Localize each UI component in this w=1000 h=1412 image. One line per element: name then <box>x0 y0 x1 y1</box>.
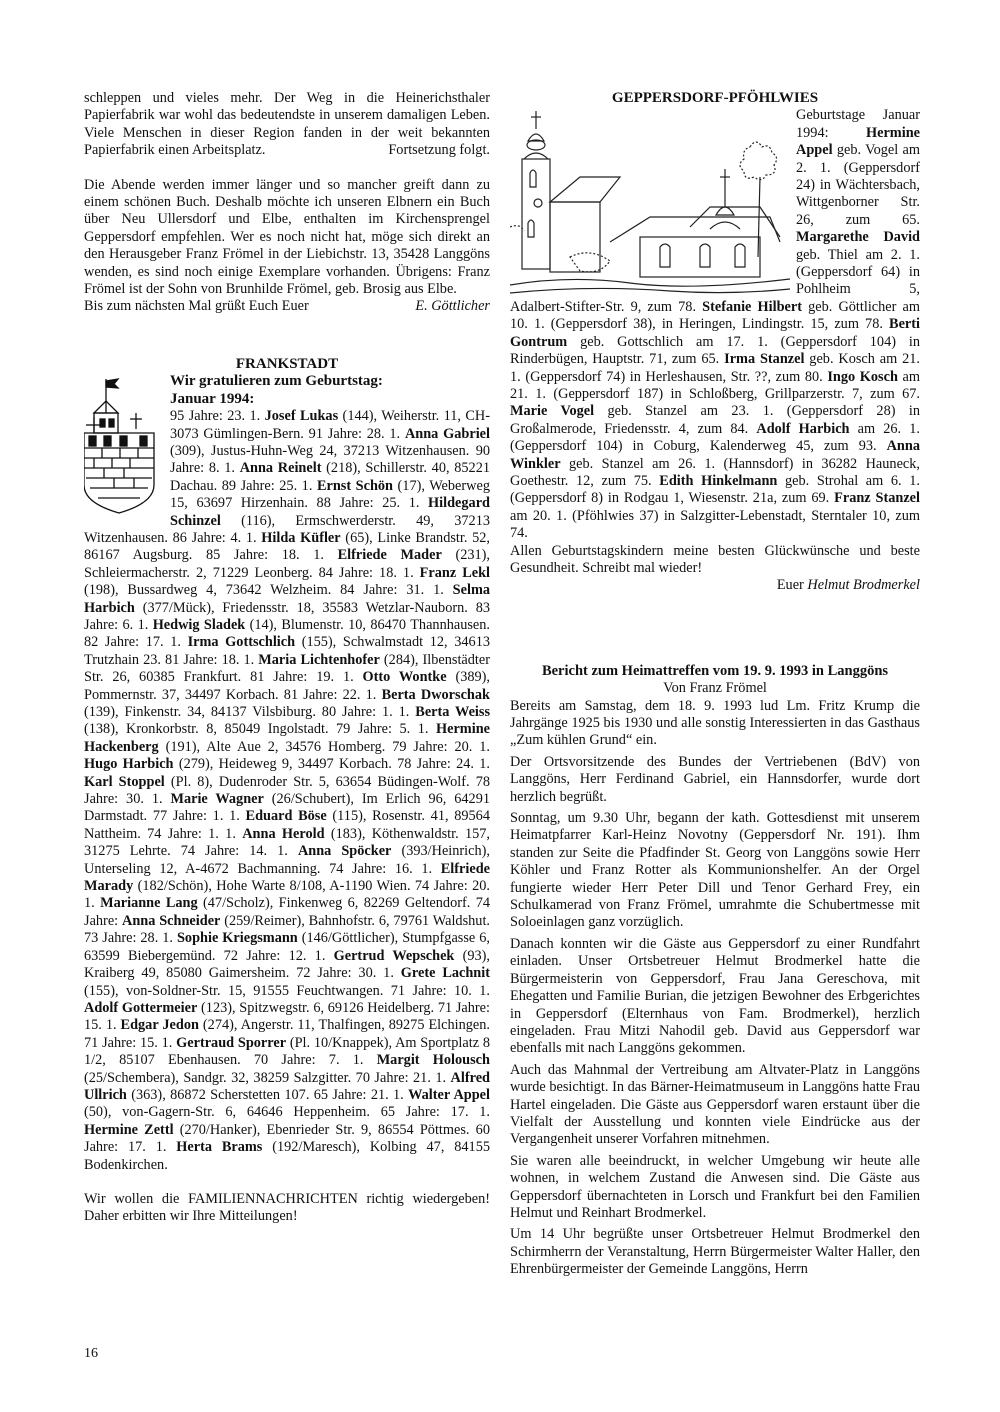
page-number: 16 <box>84 1346 98 1361</box>
left-column <box>84 90 490 1226</box>
text-run: (17), Weberweg 15, 63697 Hirzenhain. 88 Jahre: 25. 1. <box>170 477 490 512</box>
text-run: geb. Strohal am 6. 1. (Geppersdorf 8) in Rodgau 1, Wiesenstr. 21a, zum 69. <box>510 472 920 507</box>
text-run: geb. Kosch am 21. 1. (Geppersdorf 74) in Herleshausen, Str. ??, zum 80. <box>510 351 920 385</box>
person-name: Alfred Ullrich <box>84 1069 490 1103</box>
text-run: (389), Pommernstr. 37, 34497 Korbach. 81 Jahre: 22. 1. <box>84 669 490 703</box>
text-run: (47/Scholz), Finkenweg 6, 82269 Geltendorf. 74 Jahre: <box>84 895 490 929</box>
right-column <box>510 90 920 1279</box>
person-name: Grete Lachnit <box>400 965 490 982</box>
geppersdorf-signature: Euer Helmut Brodmerkel <box>776 577 920 594</box>
person-name: Hedwig Sladek <box>152 616 246 633</box>
text-run: (65), Linke Brandstr. 52, 86167 Augsburg. 85 Jahre: 18. 1. <box>84 529 490 564</box>
person-name: Eduard Böse <box>245 808 327 825</box>
church-drawing-icon <box>510 107 790 297</box>
person-name: Irma Stanzel <box>724 351 805 368</box>
text-run: Geburtstage Januar 1994: <box>796 107 920 141</box>
text-run: geb. Vogel am 2. 1. (Geppersdorf 24) in Wächtersbach, Wittgenborner Str. 26, zum 65. <box>796 142 920 228</box>
text-run: (218), Schillerstr. 40, 85221 Dachau. 89 Jahre: 25. 1. <box>170 460 490 494</box>
text-run: (146/Göttlicher), Stumpfgasse 6, 63599 Biebergemünd. 72 Jahre: 12. 1. <box>84 930 490 964</box>
frankstadt-subheading-1: Wir gratulieren zum Geburtstag: <box>170 373 383 390</box>
person-name: Anna Reinelt <box>239 460 322 477</box>
closing-paragraph: Wir wollen die FAMILIENNACHRICHTEN richtig wiedergeben! Daher erbitten wir Ihre Mitteilungen! <box>84 1190 490 1225</box>
report-paragraph: Bereits am Samstag, dem 18. 9. 1993 lud Lm. Fritz Krump die Jahrgänge 1925 bis 1930 und alle sonstig Interessierten in das Gasthaus „Zum kühlen Grund“ ein. <box>510 697 920 749</box>
person-name: Hugo Harbich <box>84 756 174 773</box>
person-name: Josef Lukas <box>264 408 339 425</box>
text-run: (25/Schembera), Sandgr. 32, 38259 Salzgitter. 70 Jahre: 21. 1. <box>84 1069 451 1086</box>
person-name: Anna Gabriel <box>404 425 490 442</box>
person-name: Franz Lekl <box>419 564 491 581</box>
text-run: geb. Stanzel am 26. 1. (Hannsdorf) in 36282 Hauneck, Goethestr. 12, zum 75. <box>510 455 920 489</box>
text-run: (259/Reimer), Bahnhofstr. 6, 79761 Waldshut. 73 Jahre: 28. 1. <box>84 912 490 947</box>
text-run: (Pl. 8), Dudenroder Str. 5, 63654 Büdingen-Wolf. 78 Jahre: 30. 1. <box>84 773 490 808</box>
person-name: Berti Gontrum <box>510 316 920 350</box>
text-run: (115), Rosenstr. 41, 89564 Nattheim. 74 Jahre: 1. 1. <box>84 808 490 842</box>
person-name: Marie Wagner <box>170 791 264 808</box>
text-run: (182/Schön), Hohe Warte 8/108, A-1190 Wien. 74 Jahre: 20. 1. <box>84 878 490 912</box>
person-name: Hermine Hackenberg <box>84 721 490 755</box>
text-run: 95 Jahre: 23. 1. <box>170 408 265 425</box>
report-heading: Bericht zum Heimattreffen vom 19. 9. 1993 in Langgöns <box>541 662 889 679</box>
intro-paragraph-1: schleppen und vieles mehr. Der Weg in die Heinerichsthaler Papierfabrik war wohl das bedeutendste in unserem damaligen Leben. Viele Menschen in dieser Region fanden in der weit bekannten Papierfabrik einen Arbeitsplatz. Fortsetzung folgt. <box>84 90 490 159</box>
report-paragraph: Sie waren alle beeindruckt, in welcher Umgebung wir heute alle wohnen, in welchem Zustand die Anwesen sind. Die Gäste aus Geppersdorf übernachteten in Lorsch und Frankfurt bei den Familien Helmut und Reinhart Brodmerkel. <box>510 1152 920 1221</box>
report-body <box>510 698 920 1279</box>
text-run: (144), Weiherstr. 11, CH-3073 Gümlingen-Bern. 91 Jahre: 28. 1. <box>170 408 491 442</box>
person-name: Anna Spöcker <box>297 843 392 860</box>
text-run: (139), Finkenstr. 34, 84137 Vilsbiburg. 80 Jahre: 1. 1. <box>84 704 416 720</box>
person-name: Hermine Appel <box>796 124 920 159</box>
text-run: (270/Hanker), Ebenrieder Str. 9, 86554 Pöttmes. 60 Jahre: 17. 1. <box>84 1121 490 1156</box>
person-name: Irma Gottschlich <box>187 634 296 651</box>
person-name: Adolf Gottermeier <box>84 999 198 1016</box>
person-name: Ingo Kosch <box>827 368 898 385</box>
person-name: Walter Appel <box>408 1086 491 1103</box>
text-run: (138), Kronkorbstr. 8, 85049 Ingolstadt. 79 Jahre: 5. 1. <box>84 721 436 738</box>
person-name: Gertraud Sporrer <box>176 1034 287 1051</box>
text-run: (279), Heideweg 9, 34497 Korbach. 78 Jahre: 24. 1. <box>173 756 490 773</box>
text-run: (192/Maresch), Kolbing 47, 84155 Bodenkirchen. <box>84 1139 490 1173</box>
person-name: Berta Weiss <box>415 704 491 720</box>
text-run: (231), Schleiermacherstr. 2, 71229 Leonberg. 84 Jahre: 18. 1. <box>84 547 490 581</box>
person-name: Stefanie Hilbert <box>702 298 802 315</box>
report-author: Von Franz Frömel <box>663 680 767 697</box>
person-name: Elfriede Mader <box>337 547 442 564</box>
text-run: geb. Stanzel am 23. 1. (Geppersdorf 28) in Großalmerode, Friedensstr. 4, zum 84. <box>510 403 920 437</box>
person-name: Margit Holousch <box>376 1052 490 1069</box>
person-name: Otto Wontke <box>362 669 447 686</box>
text-run: (123), Spitzwegstr. 6, 69126 Heidelberg. 71 Jahre: 15. 1. <box>84 999 490 1034</box>
castle-coat-of-arms-icon <box>84 373 164 518</box>
person-name: Hermine Zettl <box>84 1121 174 1138</box>
person-name: Franz Stanzel <box>834 490 920 507</box>
text-run: (155), von-Soldner-Str. 15, 91555 Feuchtwangen. 71 Jahre: 10. 1. <box>84 982 490 999</box>
geppersdorf-section <box>510 107 920 594</box>
frankstadt-subheading-2: Januar 1994: <box>170 390 255 407</box>
intro-paragraph-2: Die Abende werden immer länger und so mancher greift dann zu einem schönen Buch. Deshalb möchte ich unseren Elbnern ein Buch über Neu Ullersdorf und Elbe, enthalten im Kirchensprengel Geppersdorf empfehlen. Wer es noch nicht hat, möge sich direkt an den Herausgeber Franz Frömel in der Liebichstr. 13, 35428 Langgöns wenden, es sind noch einige Exemplare vorhanden. Übrigens: Franz Frömel ist der Sohn von Brunhilde Frömel, geb. Brosig aus Elbe. <box>84 176 490 298</box>
text-run: (274), Angerstr. 11, Thalfingen, 89275 Elchingen. 71 Jahre: 15. 1. <box>84 1017 490 1051</box>
frankstadt-birthday-list <box>84 408 490 1174</box>
text-run: (14), Blumenstr. 10, 86470 Thannhausen. 82 Jahre: 17. 1. <box>84 616 490 651</box>
person-name: Marie Vogel <box>510 403 595 420</box>
text-run: (198), Bussardweg 4, 73642 Welzheim. 84 Jahre: 31. 1. <box>84 582 453 599</box>
text-run: (377/Mück), Friedensstr. 18, 35583 Wetzlar-Nauborn. 83 Jahre: 6. 1. <box>84 599 490 633</box>
text-run: geb. Gottschlich am 17. 1. (Geppersdorf 104) in Rinderbügen, Hauptstr. 71, zum 65. <box>510 333 920 368</box>
person-name: Hildegard Schinzel <box>170 495 490 529</box>
person-name: Sophie Kriegsmann <box>176 930 298 947</box>
frankstadt-section <box>84 373 490 1174</box>
geppersdorf-wishes: Allen Geburtstagskindern meine besten Glückwünsche und beste Gesundheit. Schreibt mal wieder! <box>510 542 920 576</box>
report-paragraph: Der Ortsvorsitzende des Bundes der Vertriebenen (BdV) von Langgöns, Herr Ferdinand Gabriel, ein Hannsdorfer, wurde dort herzlich begrüßt. <box>510 753 920 805</box>
text-run: (155), Schwalmstadt 12, 34613 Trutzhain 23. 81 Jahre: 18. 1. <box>84 634 490 668</box>
person-name: Selma Harbich <box>84 582 490 616</box>
signature-line: Bis zum nächsten Mal grüßt Euch Euer E. Göttlicher <box>84 298 490 315</box>
text-run: (93), Kraiberg 49, 85080 Gaimersheim. 72 Jahre: 30. 1. <box>84 947 491 982</box>
text-run: (393/Heinrich), Unterseling 12, A-4672 Bachmanning. 74 Jahre: 16. 1. <box>84 843 490 877</box>
person-name: Berta Dworschak <box>381 686 490 703</box>
person-name: Adolf Harbich <box>756 420 850 437</box>
person-name: Maria Lichtenhofer <box>258 651 380 668</box>
person-name: Herta Brams <box>176 1139 263 1156</box>
person-name: Edgar Jedon <box>120 1017 199 1034</box>
text-run: (Pl. 10/Knappek), Am Sportplatz 8 1/2, 85107 Ebenhausen. 70 Jahre: 7. 1. <box>84 1034 490 1069</box>
text-run: (50), von-Gagern-Str. 6, 64646 Heppenheim. 65 Jahre: 17. 1. <box>84 1104 490 1121</box>
report-paragraph: Um 14 Uhr begrüßte unser Ortsbetreuer Helmut Brodmerkel den Schirmherrn der Veranstaltung, Herrn Bürgermeister Walter Haller, den Ehrenbürgermeister der Gemeinde Langgöns, Herrn <box>510 1226 920 1278</box>
geppersdorf-heading: GEPPERSDORF-PFÖHLWIES <box>611 90 819 106</box>
frankstadt-heading: FRANKSTADT <box>235 355 339 372</box>
person-name: Karl Stoppel <box>84 773 165 790</box>
text-run: geb. Göttlicher am 10. 1. (Geppersdorf 38), in Heringen, Lindingstr. 15, zum 78. <box>510 298 920 333</box>
text-run: (309), Justus-Huhn-Weg 24, 37213 Witzenhausen. 90 Jahre: 8. 1. <box>170 442 490 477</box>
text-run: geb. Thiel am 2. 1. (Geppersdorf 64) in Pohlheim 5, Adalbert-Stifter-Str. 9, zum 78. <box>510 246 920 315</box>
person-name: Marianne Lang <box>100 895 198 912</box>
text-run: (116), Ermschwerderstr. 49, 37213 Witzenhausen. 86 Jahre: 4. 1. <box>84 512 490 546</box>
person-name: Anna Winkler <box>510 438 920 472</box>
report-paragraph: Sonntag, um 9.30 Uhr, begann der kath. Gottesdienst mit unserem Heimatpfarrer Karl-Heinz Novotny (Geppersdorf Nr. 191). Ihm standen zur Seite die Pfadfinder St. Georg von Langgöns sowie Herr Köhler und Franz Rotter als Kommunionshelfer. An der Orgel fungierte wieder Herr Peter Dill und Tenor Gerhard Frey, ein Schulkamerad von Franz Frömel, umrahmte die Schubertmesse mit Soloeinlagen ganz vorzüglich. <box>510 810 920 931</box>
person-name: Anna Herold <box>242 825 325 842</box>
report-paragraph: Auch das Mahnmal der Vertreibung am Altvater-Platz in Langgöns wurde besichtigt. In das Bärner-Heimatmuseum in Langgöns hatte Frau Hartel eingeladen. Die Gäste aus Geppersdorf waren erstaunt über die Vielfalt der Ausstellung und konnten viele Eindrücke aus der Vergangenheit unserer Vorfahren mitnehmen. <box>510 1061 920 1148</box>
text-run: (26/Schubert), Im Erlich 96, 64291 Darmstadt. 77 Jahre: 1. 1. <box>84 791 490 825</box>
text-run: am 21. 1. (Geppersdorf 187) in Schloßberg, Grillparzerstr. 7, zum 67. <box>510 368 920 402</box>
person-name: Ernst Schön <box>316 477 393 494</box>
text-run: (191), Alte Aue 2, 34576 Homberg. 79 Jahre: 20. 1. <box>158 738 490 755</box>
person-name: Elfriede Marady <box>84 860 490 895</box>
text-run: am 20. 1. (Pföhlwies 37) in Salzgitter-Lebenstadt, Sterntaler 10, zum 74. <box>510 507 920 542</box>
person-name: Gertrud Wepschek <box>333 947 455 964</box>
person-name: Hilda Küfler <box>261 529 341 546</box>
person-name: Edith Hinkelmann <box>659 472 778 489</box>
person-name: Anna Schneider <box>122 912 221 929</box>
report-paragraph: Danach konnten wir die Gäste aus Geppersdorf zu einer Rundfahrt einladen. Unser Ortsbetreuer Helmut Brodmerkel hatte die Bürgermeisterin von Geppersdorf, Frau Jana Gereschova, mit Ehegatten und Familie Burian, die jetzigen Bewohner des Erbgerichtes in Geppersdorf (Elternhaus von Fam. Brodmerkel), herzlich eingeladen. Frau Mitzi Nahodil geb. David aus Geppersdorf war ebenfalls mit nach Langgöns gekommen. <box>510 935 920 1057</box>
text-run: (284), Ilbenstädter Str. 26, 60385 Frankfurt. 81 Jahre: 19. 1. <box>84 651 490 686</box>
text-run: (363), 86872 Scherstetten 107. 65 Jahre: 21. 1. <box>126 1086 409 1103</box>
person-name: Margarethe David <box>796 229 920 246</box>
text-run: (183), Köthenwaldstr. 157, 31275 Lehrte. 74 Jahre: 14. 1. <box>84 825 491 860</box>
text-run: am 26. 1. (Geppersdorf 104) in Coburg, Kalenderweg 45, zum 93. <box>510 420 920 455</box>
